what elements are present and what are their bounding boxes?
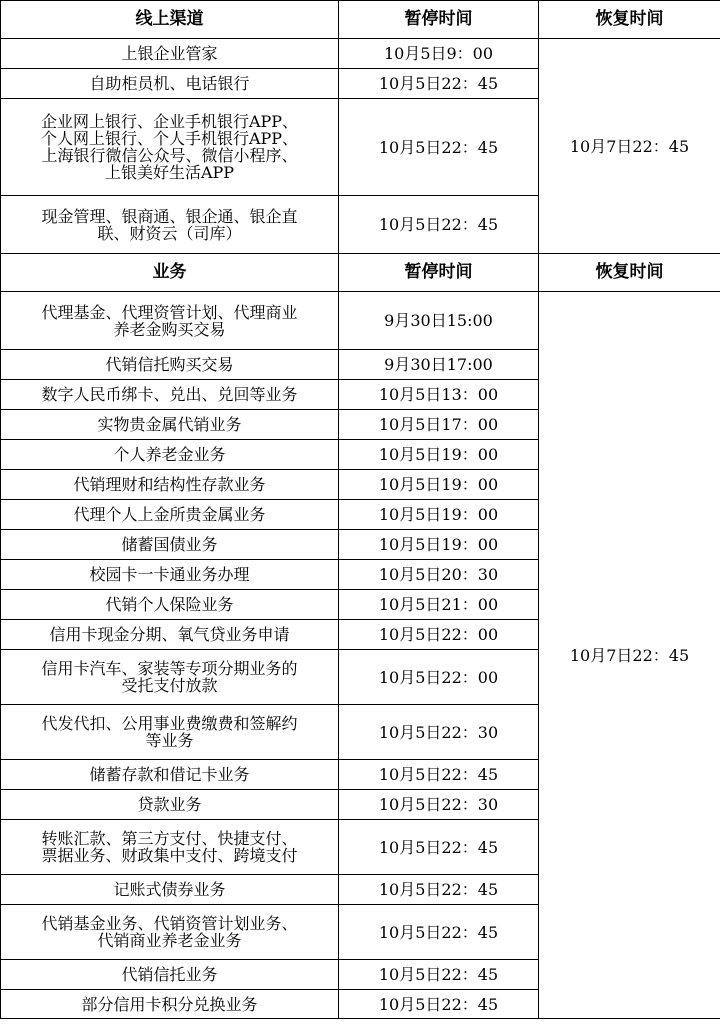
- online-channel-header: 线上渠道: [1, 1, 339, 39]
- resume-time-header: 恢复时间: [539, 1, 720, 39]
- pause-time: 10月5日22：45: [339, 875, 539, 905]
- business-name: 代理个人上金所贵金属业务: [1, 500, 339, 530]
- business-name: 代理基金、代理资管计划、代理商业 养老金购买交易: [1, 292, 339, 350]
- business-name: 代销基金业务、代销资管计划业务、 代销商业养老金业务: [1, 905, 339, 960]
- pause-time: 10月5日19：00: [339, 500, 539, 530]
- pause-time: 10月5日22：45: [339, 760, 539, 790]
- channel-name: 现金管理、银商通、银企通、银企直 联、财资云（司库）: [1, 196, 339, 254]
- pause-time-header: 暂停时间: [339, 254, 539, 292]
- business-name: 记账式债券业务: [1, 875, 339, 905]
- business-name: 代销信托业务: [1, 960, 339, 990]
- business-name: 代发代扣、公用事业费缴费和签解约 等业务: [1, 705, 339, 760]
- table-row: [1, 292, 720, 350]
- pause-time: 10月5日22：45: [339, 990, 539, 1019]
- channel-name: 企业网上银行、企业手机银行APP、 个人网上银行、个人手机银行APP、 上海银行微信公众号、微信小程序、 上银美好生活APP: [1, 99, 339, 196]
- pause-time: 9月30日15:00: [339, 292, 539, 350]
- business-name: 个人养老金业务: [1, 440, 339, 470]
- pause-time: 10月5日13：00: [339, 380, 539, 410]
- business-name: 数字人民币绑卡、兑出、兑回等业务: [1, 380, 339, 410]
- pause-time: 10月5日22：00: [339, 650, 539, 705]
- pause-time: 10月5日21：00: [339, 590, 539, 620]
- business-name: 转账汇款、第三方支付、快捷支付、 票据业务、财政集中支付、跨境支付: [1, 820, 339, 875]
- business-name: 校园卡一卡通业务办理: [1, 560, 339, 590]
- pause-time: 10月5日17：00: [339, 410, 539, 440]
- business-name: 储蓄存款和借记卡业务: [1, 760, 339, 790]
- pause-time: 10月5日22：45: [339, 960, 539, 990]
- business-name: 代销理财和结构性存款业务: [1, 470, 339, 500]
- pause-time: 10月5日22：45: [339, 820, 539, 875]
- online-header-row: [1, 1, 720, 39]
- resume-time-header: 恢复时间: [539, 254, 720, 292]
- pause-time: 10月5日22：30: [339, 705, 539, 760]
- pause-time: 9月30日17:00: [339, 350, 539, 380]
- business-name: 信用卡现金分期、氧气贷业务申请: [1, 620, 339, 650]
- channel-name: 上银企业管家: [1, 39, 339, 69]
- business-name: 代销信托购买交易: [1, 350, 339, 380]
- business-name: 储蓄国债业务: [1, 530, 339, 560]
- business-name: 贷款业务: [1, 790, 339, 820]
- pause-time: 10月5日22：45: [339, 69, 539, 99]
- pause-time: 10月5日19：00: [339, 530, 539, 560]
- pause-time: 10月5日22：45: [339, 99, 539, 196]
- pause-time: 10月5日22：00: [339, 620, 539, 650]
- pause-time: 10月5日19：00: [339, 470, 539, 500]
- resume-time: 10月7日22：45: [539, 39, 720, 254]
- pause-time: 10月5日9：00: [339, 39, 539, 69]
- channel-name: 自助柜员机、电话银行: [1, 69, 339, 99]
- resume-time: 10月7日22：45: [539, 292, 720, 1019]
- pause-time: 10月5日22：45: [339, 905, 539, 960]
- business-name: 部分信用卡积分兑换业务: [1, 990, 339, 1019]
- business-name: 代销个人保险业务: [1, 590, 339, 620]
- pause-time: 10月5日22：45: [339, 196, 539, 254]
- pause-time: 10月5日22：30: [339, 790, 539, 820]
- pause-time: 10月5日20：30: [339, 560, 539, 590]
- business-header: 业务: [1, 254, 339, 292]
- business-name: 信用卡汽车、家装等专项分期业务的 受托支付放款: [1, 650, 339, 705]
- table-row: [1, 39, 720, 69]
- pause-time: 10月5日19：00: [339, 440, 539, 470]
- business-name: 实物贵金属代销业务: [1, 410, 339, 440]
- pause-time-header: 暂停时间: [339, 1, 539, 39]
- business-header-row: [1, 254, 720, 292]
